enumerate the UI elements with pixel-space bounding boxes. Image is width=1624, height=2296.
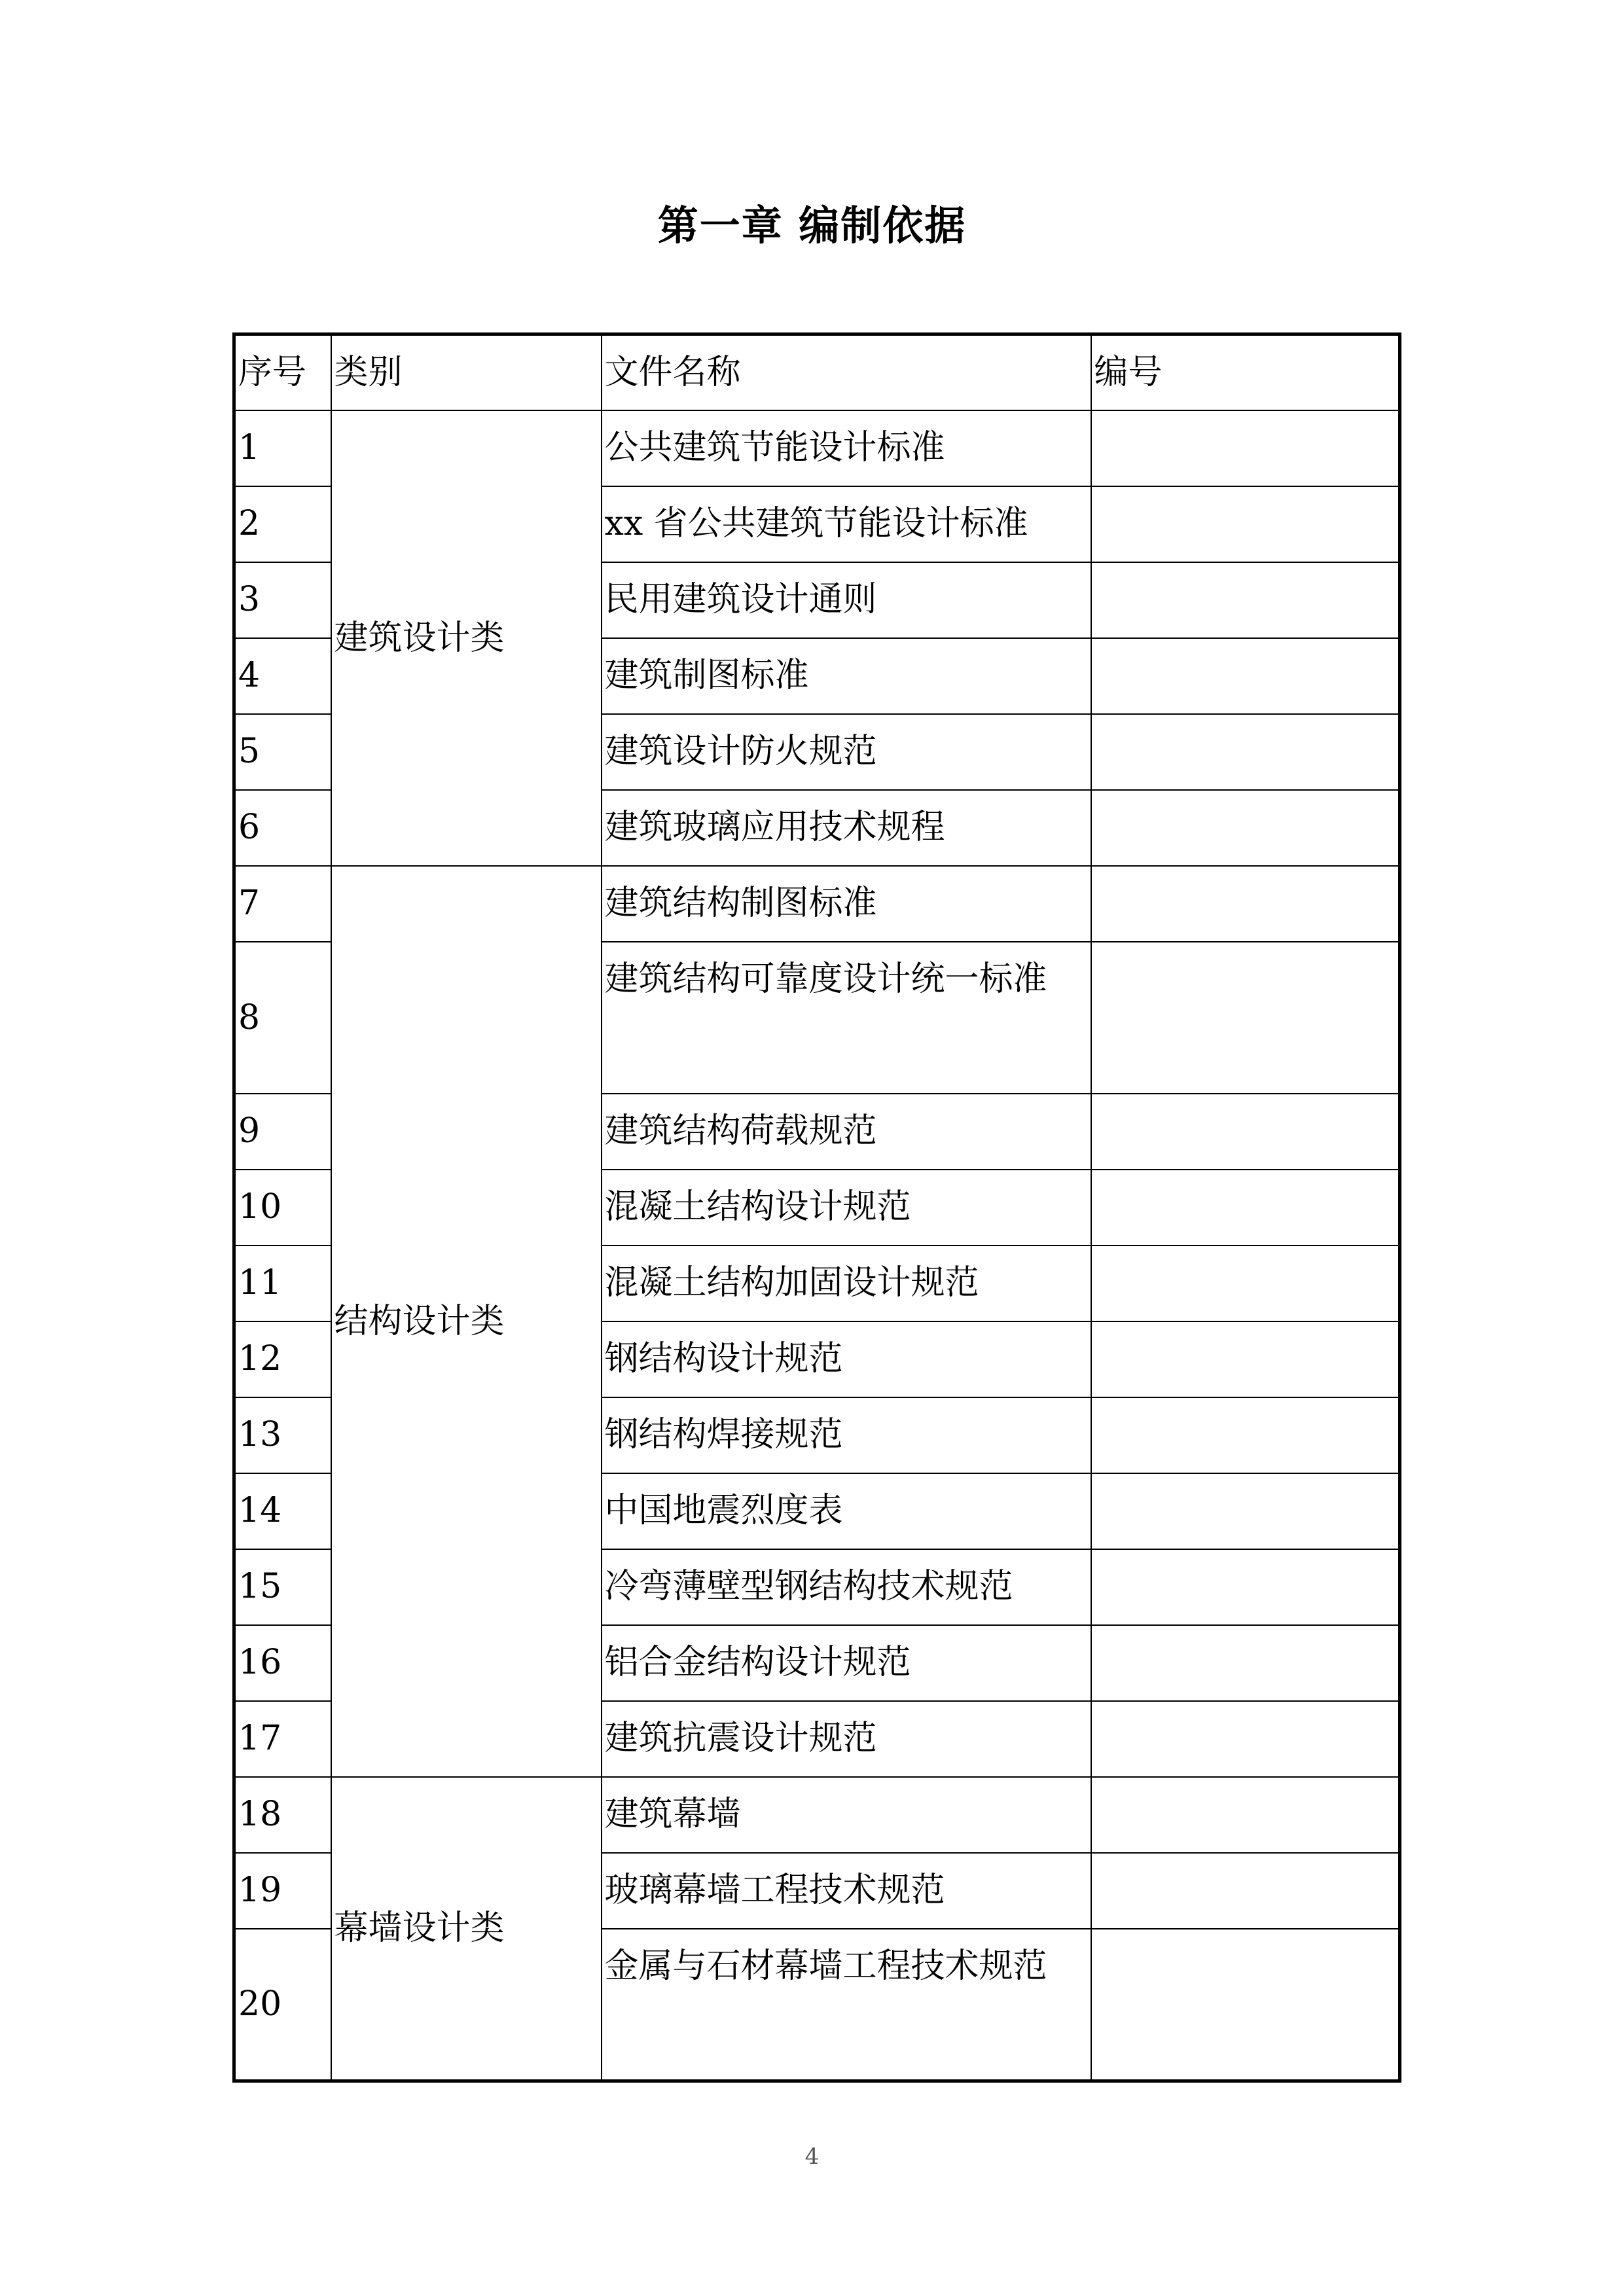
document-code [1091,638,1400,714]
document-name: 铝合金结构设计规范 [602,1625,1091,1701]
table-row [234,1777,1400,1853]
page-number: 4 [804,2144,820,2170]
document-code [1091,486,1400,562]
document-name: 民用建筑设计通则 [602,562,1091,638]
document-name: 玻璃幕墙工程技术规范 [602,1853,1091,1929]
row-index: 13 [234,1397,331,1473]
document-name: 钢结构焊接规范 [602,1397,1091,1473]
document-code [1091,1853,1400,1929]
header-category: 类别 [331,334,602,411]
document-code [1091,1473,1400,1549]
row-index: 4 [234,638,331,714]
table-header-row [234,334,1400,411]
table-row [234,866,1400,942]
row-index: 16 [234,1625,331,1701]
document-code [1091,866,1400,942]
row-index: 20 [234,1929,331,2081]
row-index: 18 [234,1777,331,1853]
document-code [1091,1397,1400,1473]
category-cell: 结构设计类 [331,866,602,1777]
document-name: 混凝土结构设计规范 [602,1170,1091,1246]
document-name: 建筑抗震设计规范 [602,1701,1091,1777]
row-index: 2 [234,486,331,562]
row-index: 8 [234,942,331,1094]
document-code [1091,790,1400,866]
document-code [1091,1929,1400,2081]
document-name: xx 省公共建筑节能设计标准 [602,486,1091,562]
row-index: 9 [234,1094,331,1170]
row-index: 14 [234,1473,331,1549]
document-code [1091,942,1400,1094]
standards-table [232,332,1401,2083]
document-name: 冷弯薄壁型钢结构技术规范 [602,1549,1091,1625]
document-code [1091,1246,1400,1321]
document-name: 建筑结构制图标准 [602,866,1091,942]
document-code [1091,714,1400,790]
document-code [1091,410,1400,486]
row-index: 15 [234,1549,331,1625]
document-name: 建筑玻璃应用技术规程 [602,790,1091,866]
document-name: 建筑设计防火规范 [602,714,1091,790]
document-code [1091,1777,1400,1853]
document-code [1091,1321,1400,1397]
row-index: 7 [234,866,331,942]
category-cell: 建筑设计类 [331,410,602,866]
document-code [1091,1701,1400,1777]
document-name: 混凝土结构加固设计规范 [602,1246,1091,1321]
row-index: 11 [234,1246,331,1321]
document-code [1091,1094,1400,1170]
row-index: 12 [234,1321,331,1397]
document-name: 中国地震烈度表 [602,1473,1091,1549]
header-index: 序号 [234,334,331,411]
header-code: 编号 [1091,334,1400,411]
table-row [234,410,1400,486]
row-index: 5 [234,714,331,790]
document-code [1091,1170,1400,1246]
row-index: 1 [234,410,331,486]
document-name: 建筑结构荷载规范 [602,1094,1091,1170]
header-document-name: 文件名称 [602,334,1091,411]
document-code [1091,1549,1400,1625]
document-name: 金属与石材幕墙工程技术规范 [602,1929,1091,2081]
row-index: 10 [234,1170,331,1246]
row-index: 6 [234,790,331,866]
page-title: 第一章 编制依据 [657,202,967,249]
document-code [1091,562,1400,638]
row-index: 3 [234,562,331,638]
document-name: 建筑幕墙 [602,1777,1091,1853]
document-name: 建筑制图标准 [602,638,1091,714]
row-index: 17 [234,1701,331,1777]
category-cell: 幕墙设计类 [331,1777,602,2081]
row-index: 19 [234,1853,331,1929]
document-name: 公共建筑节能设计标准 [602,410,1091,486]
document-code [1091,1625,1400,1701]
document-name: 建筑结构可靠度设计统一标准 [602,942,1091,1094]
document-name: 钢结构设计规范 [602,1321,1091,1397]
